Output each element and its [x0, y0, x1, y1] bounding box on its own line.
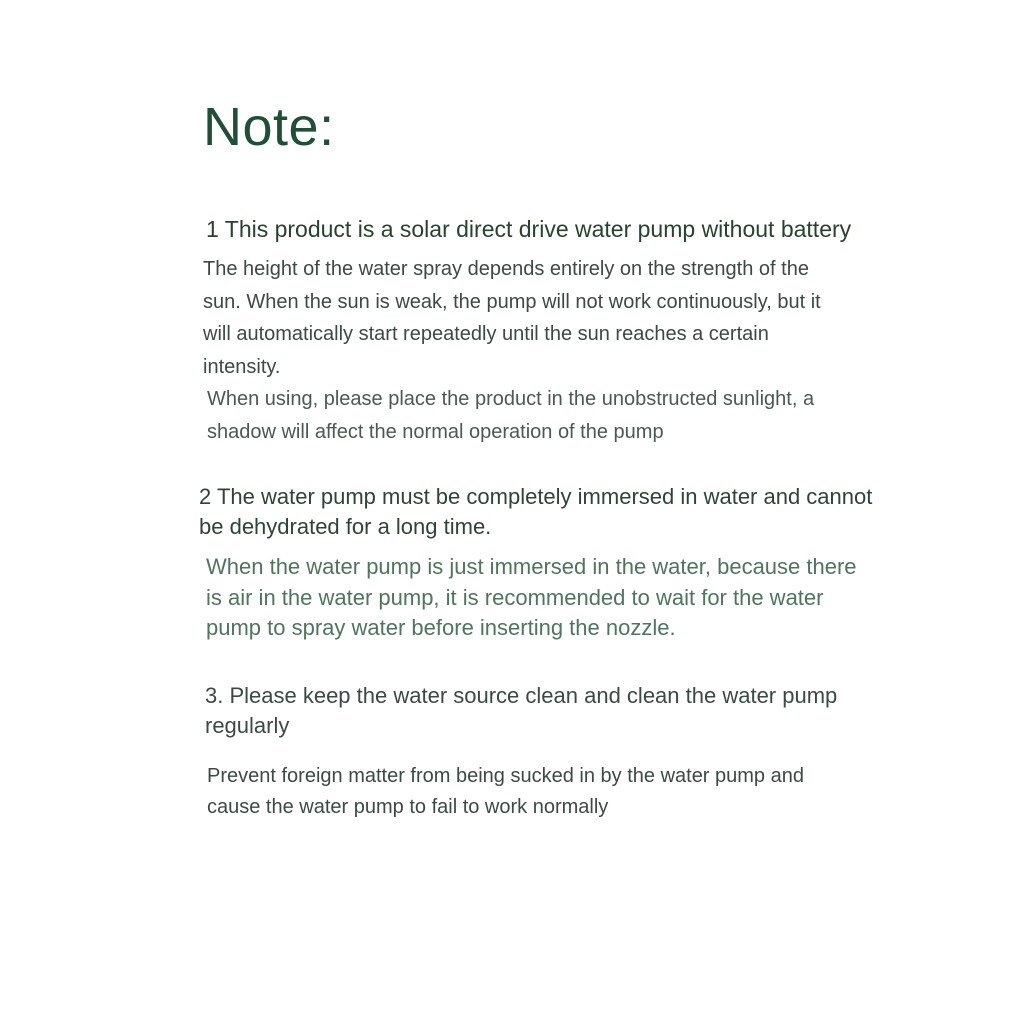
section-1-paragraph-2	[207, 383, 814, 448]
paragraph-line: cause the water pump to fail to work normally	[207, 795, 609, 818]
paragraph-line: sun. When the sun is weak, the pump will not work continuously, but it	[203, 290, 821, 313]
paragraph-line: intensity.	[203, 355, 281, 378]
section-3-heading-line: regularly	[205, 713, 290, 738]
paragraph-line: When the water pump is just immersed in the water, because there	[206, 554, 857, 579]
section-2-heading-line: be dehydrated for a long time.	[199, 514, 492, 539]
paragraph-line: Prevent foreign matter from being sucked in by the water pump and	[207, 765, 804, 787]
section-2-heading	[199, 482, 872, 542]
section-1-paragraph-1	[203, 253, 821, 383]
section-2-paragraph-1	[206, 552, 857, 644]
section-1-heading	[206, 214, 851, 244]
paragraph-line: shadow will affect the normal operation of the pump	[207, 420, 664, 443]
section-3-heading	[205, 681, 837, 741]
section-3-paragraph-1	[207, 761, 804, 822]
section-2-heading-line: 2 The water pump must be completely immersed in water and cannot	[199, 484, 873, 509]
paragraph-line: pump to spray water before inserting the nozzle.	[206, 615, 676, 640]
paragraph-line: The height of the water spray depends entirely on the strength of the	[203, 258, 809, 280]
paragraph-line: When using, please place the product in the unobstructed sunlight, a	[207, 388, 815, 410]
paragraph-line: will automatically start repeatedly until the sun reaches a certain	[203, 323, 769, 345]
paragraph-line: is air in the water pump, it is recommended to wait for the water	[206, 584, 824, 610]
page-title: Note:	[203, 97, 335, 157]
section-1-heading-line: 1 This product is a solar direct drive water pump without battery	[206, 216, 852, 242]
section-3-heading-line: 3. Please keep the water source clean and clean the water pump	[205, 683, 838, 708]
